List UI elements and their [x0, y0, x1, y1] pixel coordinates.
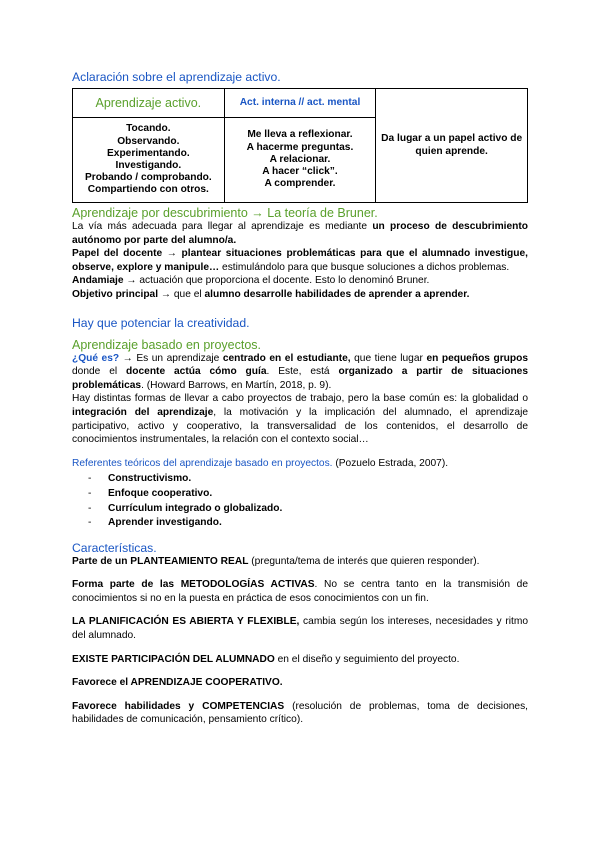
list-item: Probando / comprobando.	[84, 172, 212, 184]
document-page	[72, 70, 528, 727]
list-item: A hacer “click”.	[262, 166, 338, 178]
table-header-internal-activity: Act. interna // act. mental	[224, 89, 376, 118]
list-item: A comprender.	[264, 178, 336, 190]
list-item: - Currículum integrado o globalizado.	[72, 502, 528, 517]
characteristic-5: Favorece el APRENDIZAJE COOPERATIVO.	[72, 677, 283, 689]
characteristic-2: Forma parte de las METODOLOGÍAS ACTIVAS. No se centra tanto en la transmisión de conocimientos si no en la puesta en práctica de esos conocimientos con un fin.	[72, 579, 528, 604]
list-item: - Enfoque cooperativo.	[72, 487, 528, 502]
paragraph-projects-1: ¿Qué es? → Es un aprendizaje centrado en el estudiante, que tiene lugar en pequeños grupos donde el docente actúa cómo guía. Este, está organizado a partir de situaciones problemáticas. (Howard Barrows, en Martín, 2018, p. 9).	[72, 352, 529, 391]
section-title-active-learning: Aclaración sobre el aprendizaje activo.	[72, 70, 281, 84]
list-item: - Aprender investigando.	[72, 516, 528, 531]
paragraph-bruner-3: Andamiaje → actuación que proporciona el docente. Esto lo denominó Bruner.	[72, 275, 430, 287]
section-title-creativity: Hay que potenciar la creatividad.	[72, 315, 250, 330]
list-item: A hacerme preguntas.	[246, 141, 354, 153]
list-item: Experimentando.	[107, 147, 190, 159]
table-cell-mental	[224, 118, 376, 203]
table-cell-actions	[73, 118, 225, 203]
paragraph-bruner-1: La vía más adecuada para llegar al aprendizaje es mediante un proceso de descubrimiento autónomo por parte del alumno/a.	[72, 221, 528, 246]
list-item: Investigando.	[115, 160, 182, 171]
section-title-references: Referentes teóricos del aprendizaje basado en proyectos. (Pozuelo Estrada, 2007).	[72, 457, 449, 469]
characteristic-6: Favorece habilidades y COMPETENCIAS (resolución de problemas, toma de decisiones, habilidades de comunicación, pensamiento crítico).	[72, 700, 528, 726]
list-item: Compartiendo con otros.	[87, 184, 209, 196]
table-header-active-learning: Aprendizaje activo.	[73, 89, 225, 118]
section-title-bruner: Aprendizaje por descubrimiento → La teoría de Bruner.	[72, 206, 378, 220]
paragraph-bruner-2: Papel del docente → plantear situaciones problemáticas para que el alumnado investigue, observe, explore y manipule… estimulándolo para que busque soluciones a dichos problemas.	[72, 248, 528, 273]
list-item: Me lleva a reflexionar.	[247, 129, 353, 141]
characteristic-1: Parte de un PLANTEAMIENTO REAL (pregunta/tema de interés que quieren responder).	[72, 555, 480, 567]
list-item: A relacionar.	[269, 153, 331, 165]
paragraph-bruner-4: Objetivo principal → que el alumno desarrolle habilidades de aprender a aprender.	[72, 288, 470, 300]
list-item: - Constructivismo.	[72, 472, 528, 487]
list-item: Observando.	[117, 135, 180, 147]
list-item: Tocando.	[126, 123, 171, 135]
section-title-projects: Aprendizaje basado en proyectos.	[72, 337, 262, 352]
references-list	[72, 472, 528, 530]
characteristic-4: EXISTE PARTICIPACIÓN DEL ALUMNADO en el diseño y seguimiento del proyecto.	[72, 653, 460, 665]
characteristic-3: LA PLANIFICACIÓN ES ABIERTA Y FLEXIBLE, cambia según los intereses, necesidades y ritmo del alumnado.	[72, 616, 528, 642]
section-title-characteristics: Características.	[72, 540, 157, 555]
table-cell-active-role: Da lugar a un papel activo de quien aprende.	[376, 89, 528, 203]
paragraph-projects-2: Hay distintas formas de llevar a cabo proyectos de trabajo, pero la base común es: la globalidad o integración del aprendizaje, la motivación y la implicación del alumnado, el aprendizaje participativo, activo y cooperativo, la transversalidad de los contenidos, el desarrollo de conocimientos instrumentales, la relación con el contexto social…	[72, 393, 528, 446]
active-learning-table	[72, 88, 528, 203]
